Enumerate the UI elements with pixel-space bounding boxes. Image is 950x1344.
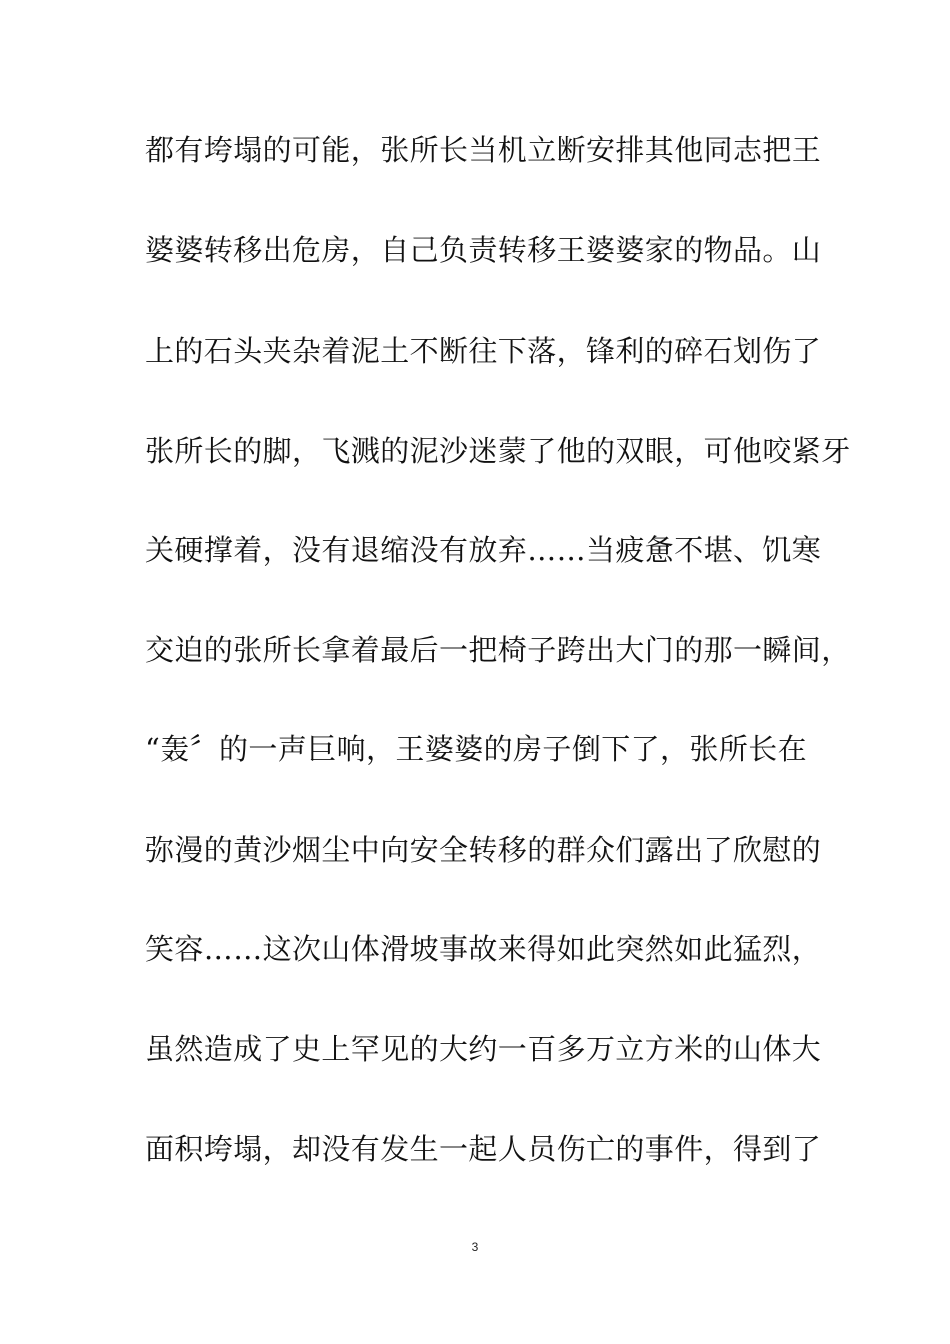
body-text-line: “轰〞的一声巨响，王婆婆的房子倒下了，张所长在 [145, 732, 808, 766]
body-text-line: 上的石头夹杂着泥土不断往下落，锋利的碎石划伤了 [145, 334, 822, 368]
page-number: 3 [471, 1240, 479, 1254]
body-text-line: 虽然造成了史上罕见的大约一百多万立方米的山体大 [145, 1032, 822, 1066]
body-text-line: 弥漫的黄沙烟尘中向安全转移的群众们露出了欣慰的 [145, 833, 822, 867]
body-text-line: 婆婆转移出危房，自己负责转移王婆婆家的物品。山 [145, 233, 822, 267]
body-text-line: 张所长的脚，飞溅的泥沙迷蒙了他的双眼，可他咬紧牙 [145, 434, 851, 468]
body-text-line: 笑容……这次山体滑坡事故来得如此突然如此猛烈， [145, 932, 822, 966]
body-text-line: 交迫的张所长拿着最后一把椅子跨出大门的那一瞬间， [145, 633, 851, 667]
body-text-line: 都有垮塌的可能，张所长当机立断安排其他同志把王 [145, 133, 822, 167]
body-text-line: 关硬撑着，没有退缩没有放弃……当疲惫不堪、饥寒 [145, 533, 822, 567]
body-text-line: 面积垮塌，却没有发生一起人员伤亡的事件，得到了 [145, 1132, 822, 1166]
